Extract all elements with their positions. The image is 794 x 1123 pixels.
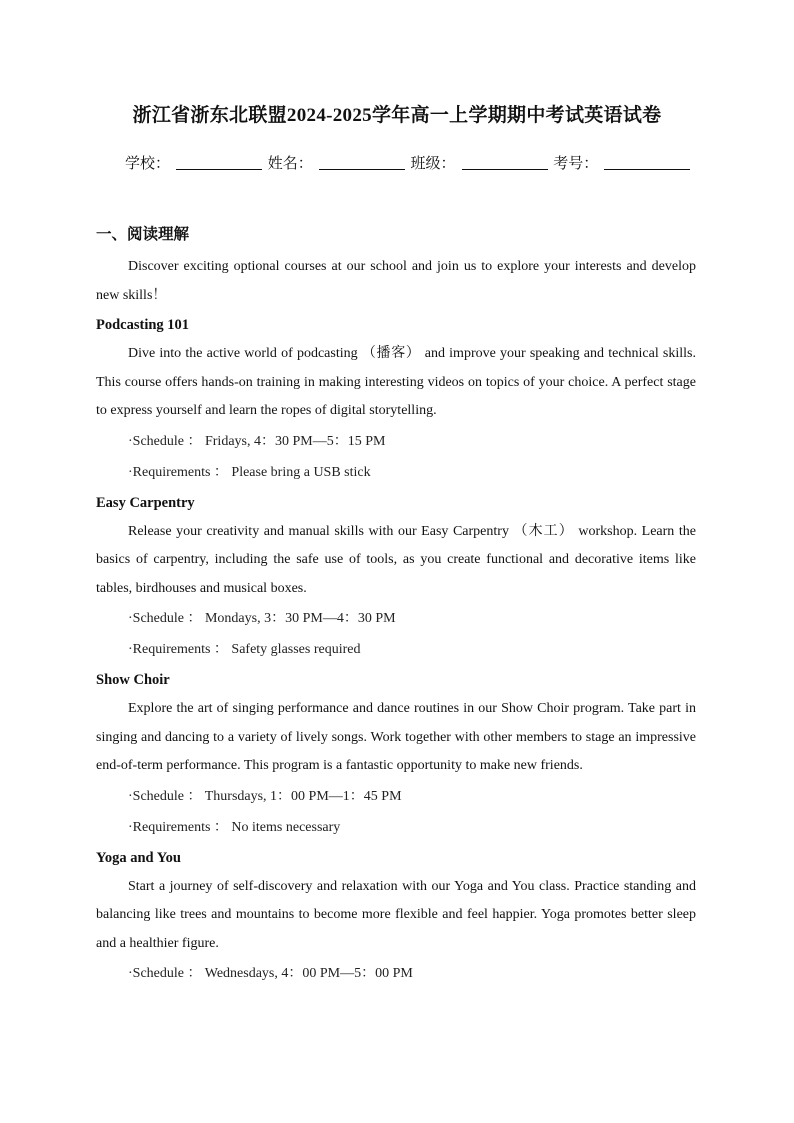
exam-number-label: 考号： (553, 156, 599, 172)
course-requirements-show-choir: ·Requirements ： No items necessary (128, 819, 341, 835)
course-title-podcasting: Podcasting 101 (96, 317, 190, 333)
course-title-show-choir: Show Choir (96, 672, 170, 688)
reading-passage (96, 253, 696, 989)
course-requirements-podcasting: ·Requirements ： Please bring a USB stick (128, 464, 371, 480)
name-label: 姓名： (267, 156, 313, 172)
course-requirements-carpentry: ·Requirements ： Safety glasses required (128, 642, 361, 657)
course-description-yoga: Start a journey of self-discovery and relaxation with our Yoga and You class. Practice standing and balancing like trees and mountains to become more flexible and feel happier. Yoga promotes better sleep and a healthier figure. (96, 878, 696, 951)
student-info-row (125, 152, 692, 173)
name-blank[interactable] (319, 155, 405, 170)
course-title-yoga: Yoga and You (96, 849, 181, 866)
course-schedule-yoga: ·Schedule ： Wednesdays, 4：00 PM—5：00 PM (128, 966, 413, 981)
exam-title: 浙江省浙东北联盟2024-2025学年高一上学期期中考试英语试卷 (132, 105, 662, 126)
course-schedule-show-choir: ·Schedule ： Thursdays, 1：00 PM—1：45 PM (128, 788, 402, 804)
course-description-podcasting: Dive into the active world of podcasting （播客） and improve your speaking and technical skills. This course offers hands-on training in making interesting videos on topics of your choice. A perfect stage to express yourself and learn the ropes of digital storytelling. (96, 346, 696, 418)
intro-paragraph: Discover exciting optional courses at our school and join us to explore your interests and develop new skills！ (96, 259, 696, 303)
school-blank[interactable] (176, 155, 262, 170)
class-blank[interactable] (462, 155, 548, 170)
school-label: 学校： (125, 156, 171, 172)
course-schedule-podcasting: ·Schedule ： Fridays, 4：30 PM—5：15 PM (128, 433, 386, 449)
course-description-show-choir: Explore the art of singing performance and dance routines in our Show Choir program. Take part in singing and dancing to a variety of lively songs. Work together with other members to stage an impressive end-of-term performance. This program is a fantastic opportunity to make new friends. (96, 701, 696, 773)
course-title-carpentry: Easy Carpentry (96, 494, 195, 511)
exam-number-blank[interactable] (604, 155, 690, 170)
course-description-carpentry: Release your creativity and manual skills with our Easy Carpentry （木工） workshop. Learn the basics of carpentry, including the safe use of tools, as you create functional and decorative items like tables, birdhouses and musical boxes. (96, 523, 696, 596)
section-title: 一、阅读理解 (96, 226, 190, 243)
class-label: 班级： (410, 156, 456, 172)
course-schedule-carpentry: ·Schedule ： Mondays, 3：30 PM—4：30 PM (128, 611, 396, 626)
